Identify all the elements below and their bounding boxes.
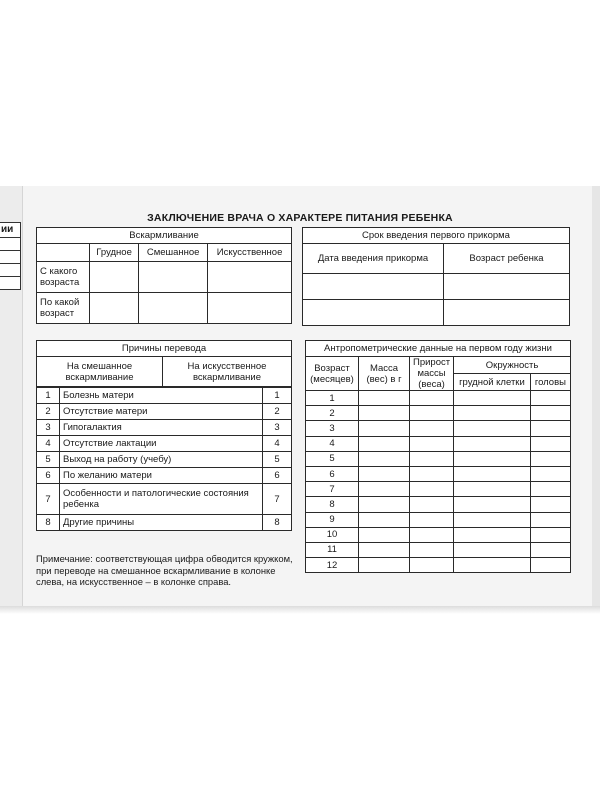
page-shadow xyxy=(0,606,600,614)
reason-label: Гипогалактия xyxy=(60,420,263,436)
complementary-food-table xyxy=(302,227,570,326)
anthro-cell[interactable] xyxy=(454,451,531,466)
anthro-col-age: Возраст (месяцев) xyxy=(306,357,359,391)
anthro-month: 8 xyxy=(306,497,359,512)
anthro-month: 3 xyxy=(306,421,359,436)
anthro-cell[interactable] xyxy=(359,482,410,497)
anthro-row xyxy=(306,436,571,451)
anthro-cell[interactable] xyxy=(454,527,531,542)
complementary-cell[interactable] xyxy=(303,300,444,326)
feeding-cell[interactable] xyxy=(90,293,139,324)
anthro-row xyxy=(306,421,571,436)
anthro-cell[interactable] xyxy=(530,482,570,497)
anthro-row xyxy=(306,406,571,421)
reason-number-right[interactable]: 7 xyxy=(263,484,292,515)
reason-label: Болезнь матери xyxy=(60,388,263,404)
anthro-cell[interactable] xyxy=(530,542,570,557)
anthro-row xyxy=(306,482,571,497)
complementary-cell[interactable] xyxy=(444,300,570,326)
feeding-table-caption: Вскармливание xyxy=(37,228,292,244)
anthro-row xyxy=(306,542,571,557)
reason-row xyxy=(37,420,292,436)
anthro-cell[interactable] xyxy=(530,451,570,466)
anthro-cell[interactable] xyxy=(530,558,570,573)
previous-page-table-fragment xyxy=(0,222,21,290)
reason-number-left[interactable]: 8 xyxy=(37,515,60,531)
reason-row xyxy=(37,436,292,452)
complementary-col-age: Возраст ребенка xyxy=(444,244,570,274)
anthro-cell[interactable] xyxy=(454,421,531,436)
anthro-cell[interactable] xyxy=(410,512,454,527)
anthro-cell[interactable] xyxy=(359,527,410,542)
anthro-col-head: головы xyxy=(530,374,570,391)
anthro-cell[interactable] xyxy=(410,527,454,542)
anthro-month: 1 xyxy=(306,391,359,406)
reason-number-left[interactable]: 4 xyxy=(37,436,60,452)
feeding-row-to-age: По какой возраст xyxy=(37,293,90,324)
reason-row xyxy=(37,515,292,531)
anthro-month: 10 xyxy=(306,527,359,542)
feeding-cell[interactable] xyxy=(139,293,208,324)
anthro-cell[interactable] xyxy=(359,497,410,512)
feeding-col-artificial: Искусственное xyxy=(208,244,292,262)
anthro-cell[interactable] xyxy=(410,421,454,436)
anthropometric-table xyxy=(305,340,571,573)
anthro-cell[interactable] xyxy=(359,542,410,557)
anthro-month: 9 xyxy=(306,512,359,527)
anthro-cell[interactable] xyxy=(454,542,531,557)
anthro-cell[interactable] xyxy=(530,406,570,421)
reason-label: Отсутствие лактации xyxy=(60,436,263,452)
anthro-col-chest: грудной клетки xyxy=(454,374,531,391)
page-title: ЗАКЛЮЧЕНИЕ ВРАЧА О ХАРАКТЕРЕ ПИТАНИЯ РЕБЕНКА xyxy=(147,212,453,224)
anthro-cell[interactable] xyxy=(530,421,570,436)
anthro-cell[interactable] xyxy=(454,497,531,512)
anthro-month: 12 xyxy=(306,558,359,573)
anthro-row xyxy=(306,497,571,512)
reason-number-left[interactable]: 7 xyxy=(37,484,60,515)
reason-number-right[interactable]: 1 xyxy=(263,388,292,404)
anthro-cell[interactable] xyxy=(410,542,454,557)
reasons-col-mixed: На смешанное вскармливание xyxy=(37,357,163,387)
anthro-cell[interactable] xyxy=(530,512,570,527)
anthro-cell[interactable] xyxy=(454,482,531,497)
anthro-table-caption: Антропометрические данные на первом году жизни xyxy=(306,341,571,357)
previous-page-header: ии xyxy=(0,223,20,238)
anthro-row xyxy=(306,512,571,527)
reason-row xyxy=(37,388,292,404)
reason-label: По желанию матери xyxy=(60,468,263,484)
anthro-col-gain: Прирост массы (веса) xyxy=(410,357,454,391)
anthro-cell[interactable] xyxy=(359,421,410,436)
reason-row xyxy=(37,404,292,420)
feeding-cell[interactable] xyxy=(139,262,208,293)
anthro-cell[interactable] xyxy=(454,391,531,406)
note-text: Примечание: соответствующая цифра обводится кружком, при переводе на смешанное вскармливание в колонке слева, на искусственное – в колонке справа. xyxy=(36,553,293,587)
anthro-row xyxy=(306,558,571,573)
reason-label: Выход на работу (учебу) xyxy=(60,452,263,468)
reason-number-left[interactable]: 5 xyxy=(37,452,60,468)
anthro-cell[interactable] xyxy=(410,466,454,481)
reason-number-left[interactable]: 3 xyxy=(37,420,60,436)
reason-label: Отсутствие матери xyxy=(60,404,263,420)
reason-label: Особенности и патологические состояния ребенка xyxy=(60,484,263,515)
anthro-cell[interactable] xyxy=(410,558,454,573)
anthro-row xyxy=(306,451,571,466)
anthro-cell[interactable] xyxy=(359,391,410,406)
reason-number-left[interactable]: 6 xyxy=(37,468,60,484)
anthro-cell[interactable] xyxy=(359,512,410,527)
anthro-month: 7 xyxy=(306,482,359,497)
reason-number-right[interactable]: 3 xyxy=(263,420,292,436)
anthro-cell[interactable] xyxy=(530,391,570,406)
anthro-month: 11 xyxy=(306,542,359,557)
anthro-month: 2 xyxy=(306,406,359,421)
anthro-cell[interactable] xyxy=(530,497,570,512)
anthro-cell[interactable] xyxy=(454,406,531,421)
complementary-col-date: Дата введения прикорма xyxy=(303,244,444,274)
transfer-reasons-rows xyxy=(36,387,292,531)
anthro-row xyxy=(306,391,571,406)
reasons-table-caption: Причины перевода xyxy=(37,341,292,357)
complementary-cell[interactable] xyxy=(444,274,570,300)
feeding-col-breast: Грудное xyxy=(90,244,139,262)
reason-number-left[interactable]: 1 xyxy=(37,388,60,404)
anthro-row xyxy=(306,466,571,481)
anthro-cell[interactable] xyxy=(359,558,410,573)
anthro-cell[interactable] xyxy=(530,436,570,451)
feeding-col-mixed: Смешанное xyxy=(139,244,208,262)
anthro-col-circumference: Окружность xyxy=(454,357,571,374)
reason-label: Другие причины xyxy=(60,515,263,531)
reason-number-right[interactable]: 6 xyxy=(263,468,292,484)
anthro-cell[interactable] xyxy=(410,482,454,497)
transfer-reasons-table xyxy=(36,340,292,387)
anthro-cell[interactable] xyxy=(454,558,531,573)
complementary-cell[interactable] xyxy=(303,274,444,300)
feeding-table xyxy=(36,227,292,324)
reason-row xyxy=(37,452,292,468)
page-edge-right xyxy=(592,186,600,612)
feeding-row-from-age: С какого возраста xyxy=(37,262,90,293)
reason-number-right[interactable]: 2 xyxy=(263,404,292,420)
anthro-cell[interactable] xyxy=(410,406,454,421)
reasons-col-artificial: На искусственное вскармливание xyxy=(163,357,292,387)
anthro-cell[interactable] xyxy=(454,512,531,527)
anthro-col-mass: Масса (вес) в г xyxy=(359,357,410,391)
anthro-cell[interactable] xyxy=(359,436,410,451)
anthro-month: 6 xyxy=(306,466,359,481)
anthro-cell[interactable] xyxy=(454,436,531,451)
reason-number-right[interactable]: 5 xyxy=(263,452,292,468)
feeding-cell[interactable] xyxy=(208,293,292,324)
anthro-cell[interactable] xyxy=(359,466,410,481)
anthro-month: 4 xyxy=(306,436,359,451)
anthro-cell[interactable] xyxy=(410,451,454,466)
reason-number-right[interactable]: 8 xyxy=(263,515,292,531)
anthro-cell[interactable] xyxy=(530,527,570,542)
reason-row xyxy=(37,468,292,484)
anthro-cell[interactable] xyxy=(410,391,454,406)
anthro-cell[interactable] xyxy=(410,436,454,451)
feeding-cell[interactable] xyxy=(90,262,139,293)
complementary-table-caption: Срок введения первого прикорма xyxy=(303,228,570,244)
anthro-cell[interactable] xyxy=(454,466,531,481)
reason-number-left[interactable]: 2 xyxy=(37,404,60,420)
anthro-row xyxy=(306,527,571,542)
anthro-cell[interactable] xyxy=(359,451,410,466)
reason-row xyxy=(37,484,292,515)
anthro-cell[interactable] xyxy=(530,466,570,481)
anthro-month: 5 xyxy=(306,451,359,466)
anthro-cell[interactable] xyxy=(410,497,454,512)
reason-number-right[interactable]: 4 xyxy=(263,436,292,452)
anthro-cell[interactable] xyxy=(359,406,410,421)
feeding-cell[interactable] xyxy=(208,262,292,293)
